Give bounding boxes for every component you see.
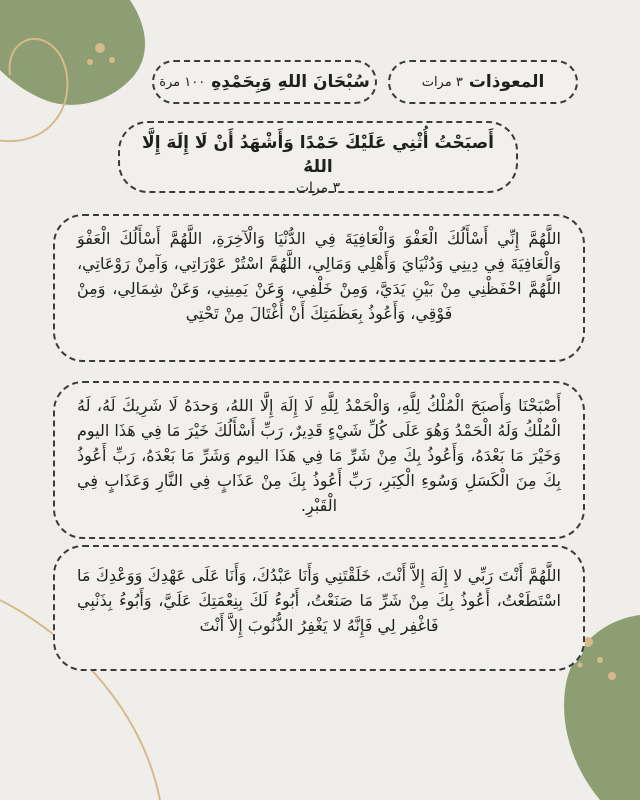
subhan-allah-label: سُبْحَانَ اللهِ وَبِحَمْدِهِ (211, 72, 370, 92)
dot (87, 59, 93, 65)
mu3awwidhat-count: ٣ مرات (421, 74, 463, 90)
subhan-allah-count: ١٠٠ مرة (159, 74, 206, 90)
istighfar-dua-text: اللَّهُمَّ أَنْتَ رَبِّي لا إِلَهَ إِلاَّ أَنْتَ، خَلَقْتَنِي وَأَنَا عَبْدُكَ، وَأَنَا عَلَى عَهْدِكَ وَوَعْدِكَ مَا اسْتَطَعْتُ، أَعُوذُ بِكَ مِنْ شَرِّ مَا صَنَعْتُ، أَبُوءُ لَكَ بِنِعْمَتِكَ عَلَيَّ، وَأَبُوءُ بِذَنْبِي فَاغْفِر لِي فَإِنَّهُ لا يَغْفِرُ الذُّنُوبَ إِلاَّ أَنْتَ (77, 566, 561, 635)
istighfar-dua-card (53, 545, 585, 671)
afiyah-dua-card (53, 214, 585, 362)
dot (608, 672, 616, 680)
asbahtu-card (118, 121, 518, 196)
mu3awwidhat-pill (388, 60, 578, 104)
afiyah-dua-text: اللَّهُمَّ إِنِّي أَسْأَلُكَ الْعَفْوَ وَالْعَافِيَةَ فِي الدُّنْيَا وَالْآخِرَةِ، اللَّهُمَّ أَسْأَلُكَ الْعَفْوَ وَالْعَافِيَةَ فِي دِينِي وَدُنْيَايَ وَأَهْلِي وَمَالِي، اللَّهُمَّ اسْتُرْ عَوْرَاتِي، وَآمِنْ رَوْعَاتِي، اللَّهُمَّ احْفَظْنِي مِنْ بَيْنِ يَدَيَّ، وَمِنْ خَلْفِي، وَعَنْ يَمِينِي، وَعَنْ شِمَالِي، وَمِنْ فَوْقِي، وَأَعُوذُ بِعَظَمَتِكَ أَنْ أُغْتَالَ مِنْ تَحْتِي (77, 229, 561, 323)
dot (597, 657, 603, 663)
mulk-dua-card (53, 381, 585, 539)
top-left-leaf-shape (0, 0, 145, 105)
dot (578, 663, 583, 668)
asbahtu-text: أَصبَحْتُ أُثْنِي عَلَيْكَ حَمْدًا وَأَشْهَدُ أَنْ لَا إِلَهَ إِلَّا اللهُ (142, 133, 494, 177)
dot (95, 43, 105, 53)
dot (109, 57, 115, 63)
subhan-allah-pill (152, 60, 377, 104)
mu3awwidhat-label: المعوذات (468, 72, 545, 92)
asbahtu-count: ٣ مرات (295, 180, 341, 196)
mulk-dua-text: أَصْبَحْنَا وَأَصبَحَ الْمُلْكُ لِلَّهِ، وَالْحَمْدُ لِلَّهِ لَا إِلَهَ إِلَّا اللهُ، وَحدَهُ لَا شَرِيكَ لَهُ، لَهُ الْمُلْكُ وَلَهُ الْحَمْدُ وَهُوَ عَلَى كُلِّ شَيْءٍ قَدِيرٌ، رَبِّ أَسْأَلُكَ خَيْرَ مَا فِي هَذَا اليوم وَخَيْرَ مَا بَعْدَهُ، وَأَعُوذُ بِكَ مِنْ شَرِّ مَا فِي هَذَا اليوم وَشَرِّ مَا بَعْدَهُ، رَبِّ أَعُوذُ بِكَ مِنَ الْكَسَلِ وَسُوءِ الْكِبَرِ، رَبِّ أَعُوذُ بِكَ مِنْ عَذَابٍ فِي النَّارِ وَعَذَابٍ فِي الْقَبْرِ. (77, 396, 561, 515)
